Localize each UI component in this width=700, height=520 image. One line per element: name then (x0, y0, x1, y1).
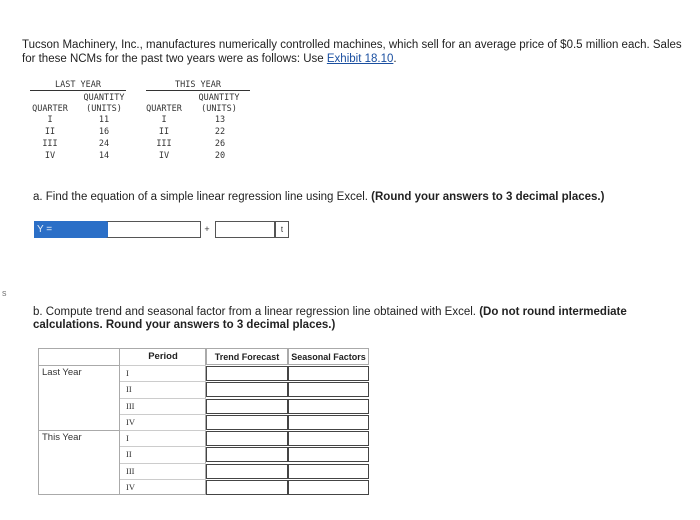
this-year-units: 13 (214, 115, 226, 125)
last-year-heading: LAST YEAR (54, 80, 102, 90)
last-year-quarter: II (44, 127, 56, 137)
trend-forecast-input[interactable] (206, 382, 288, 397)
seasonal-factor-input[interactable] (288, 382, 369, 397)
sales-data-table (28, 80, 268, 164)
last-year-quarter: I (47, 115, 53, 125)
problem-text-end: . (393, 53, 397, 65)
last-year-units: 16 (98, 127, 110, 137)
this-year-quarter: II (158, 127, 170, 137)
last-year-label: Last Year (42, 367, 82, 378)
this-year-underline (146, 90, 250, 91)
this-year-units: 26 (214, 139, 226, 149)
this-year-quarter-header: QUARTER (146, 104, 182, 114)
last-year-quarter: IV (44, 151, 56, 161)
last-year-units: 24 (98, 139, 110, 149)
question-b-text: b. Compute trend and seasonal factor from a linear regression line obtained with Excel. (33, 306, 480, 318)
last-year-units: 14 (98, 151, 110, 161)
last-year-quantity-header: QUANTITY (83, 93, 125, 103)
period-label: III (126, 465, 135, 476)
grid-year-divider (38, 430, 120, 431)
this-year-units-header: (UNITS) (201, 104, 237, 114)
seasonal-factor-input[interactable] (288, 366, 369, 381)
y-equals-label: Y = (34, 221, 106, 238)
last-year-quarter-header: QUARTER (32, 104, 68, 114)
trend-forecast-input[interactable] (206, 464, 288, 479)
question-a-instruction: (Round your answers to 3 decimal places.) (371, 191, 605, 203)
problem-statement (22, 38, 698, 66)
this-year-quarter: III (156, 139, 172, 149)
this-year-units: 22 (214, 127, 226, 137)
this-year-quantity-header: QUANTITY (198, 93, 240, 103)
last-year-units-header: (UNITS) (86, 104, 122, 114)
question-a-text: a. Find the equation of a simple linear regression line using Excel. (33, 191, 372, 203)
last-year-units: 11 (98, 115, 110, 125)
seasonal-factor-input[interactable] (288, 431, 369, 446)
plus-sign: + (204, 224, 210, 234)
period-header: Period (148, 351, 178, 362)
last-year-quarter: III (42, 139, 58, 149)
trend-forecast-input[interactable] (206, 399, 288, 414)
this-year-heading: THIS YEAR (174, 80, 222, 90)
period-row-divider (120, 430, 206, 431)
this-year-quarter: IV (158, 151, 170, 161)
seasonal-factor-input[interactable] (288, 399, 369, 414)
this-year-label: This Year (42, 432, 82, 443)
trend-seasonal-grid (38, 348, 369, 495)
period-label: II (126, 449, 132, 460)
intercept-input[interactable] (106, 221, 201, 238)
period-row-divider (120, 398, 206, 399)
problem-text: Tucson Machinery, Inc., manufactures numerically controlled machines, which sell for an average price of $0.5 million each. Sales for these NCMs for the past two years were as follows: Use (22, 39, 682, 65)
period-label: I (126, 368, 129, 378)
t-variable-label: t (275, 221, 289, 238)
slope-input[interactable] (215, 221, 275, 238)
trend-forecast-input[interactable] (206, 431, 288, 446)
trend-forecast-header: Trend Forecast (206, 348, 288, 365)
period-row-divider (120, 446, 206, 447)
period-label: III (126, 400, 135, 411)
seasonal-factors-header: Seasonal Factors (288, 348, 369, 365)
seasonal-factor-input[interactable] (288, 447, 369, 462)
grid-header-divider (38, 365, 120, 366)
this-year-quarter: I (161, 115, 167, 125)
trend-forecast-input[interactable] (206, 447, 288, 462)
last-year-underline (30, 90, 126, 91)
question-b (33, 306, 683, 332)
seasonal-factor-input[interactable] (288, 464, 369, 479)
period-row-divider (120, 414, 206, 415)
trend-forecast-input[interactable] (206, 480, 288, 495)
question-b-instruction: (Do not round intermediate calculations. Round your answers to 3 decimal places.) (33, 306, 627, 331)
period-label: II (126, 384, 132, 395)
side-mark: s (2, 288, 7, 298)
period-label: IV (126, 416, 135, 427)
period-row-divider (120, 479, 206, 480)
period-row-divider (120, 381, 206, 382)
exhibit-link[interactable]: Exhibit 18.10 (326, 53, 394, 65)
trend-forecast-input[interactable] (206, 366, 288, 381)
period-label: IV (126, 481, 135, 492)
seasonal-factor-input[interactable] (288, 415, 369, 430)
seasonal-factor-input[interactable] (288, 480, 369, 495)
period-row-divider (120, 463, 206, 464)
period-label: I (126, 433, 129, 443)
trend-forecast-input[interactable] (206, 415, 288, 430)
period-row-divider (120, 365, 206, 366)
question-a (33, 191, 604, 203)
this-year-units: 20 (214, 151, 226, 161)
